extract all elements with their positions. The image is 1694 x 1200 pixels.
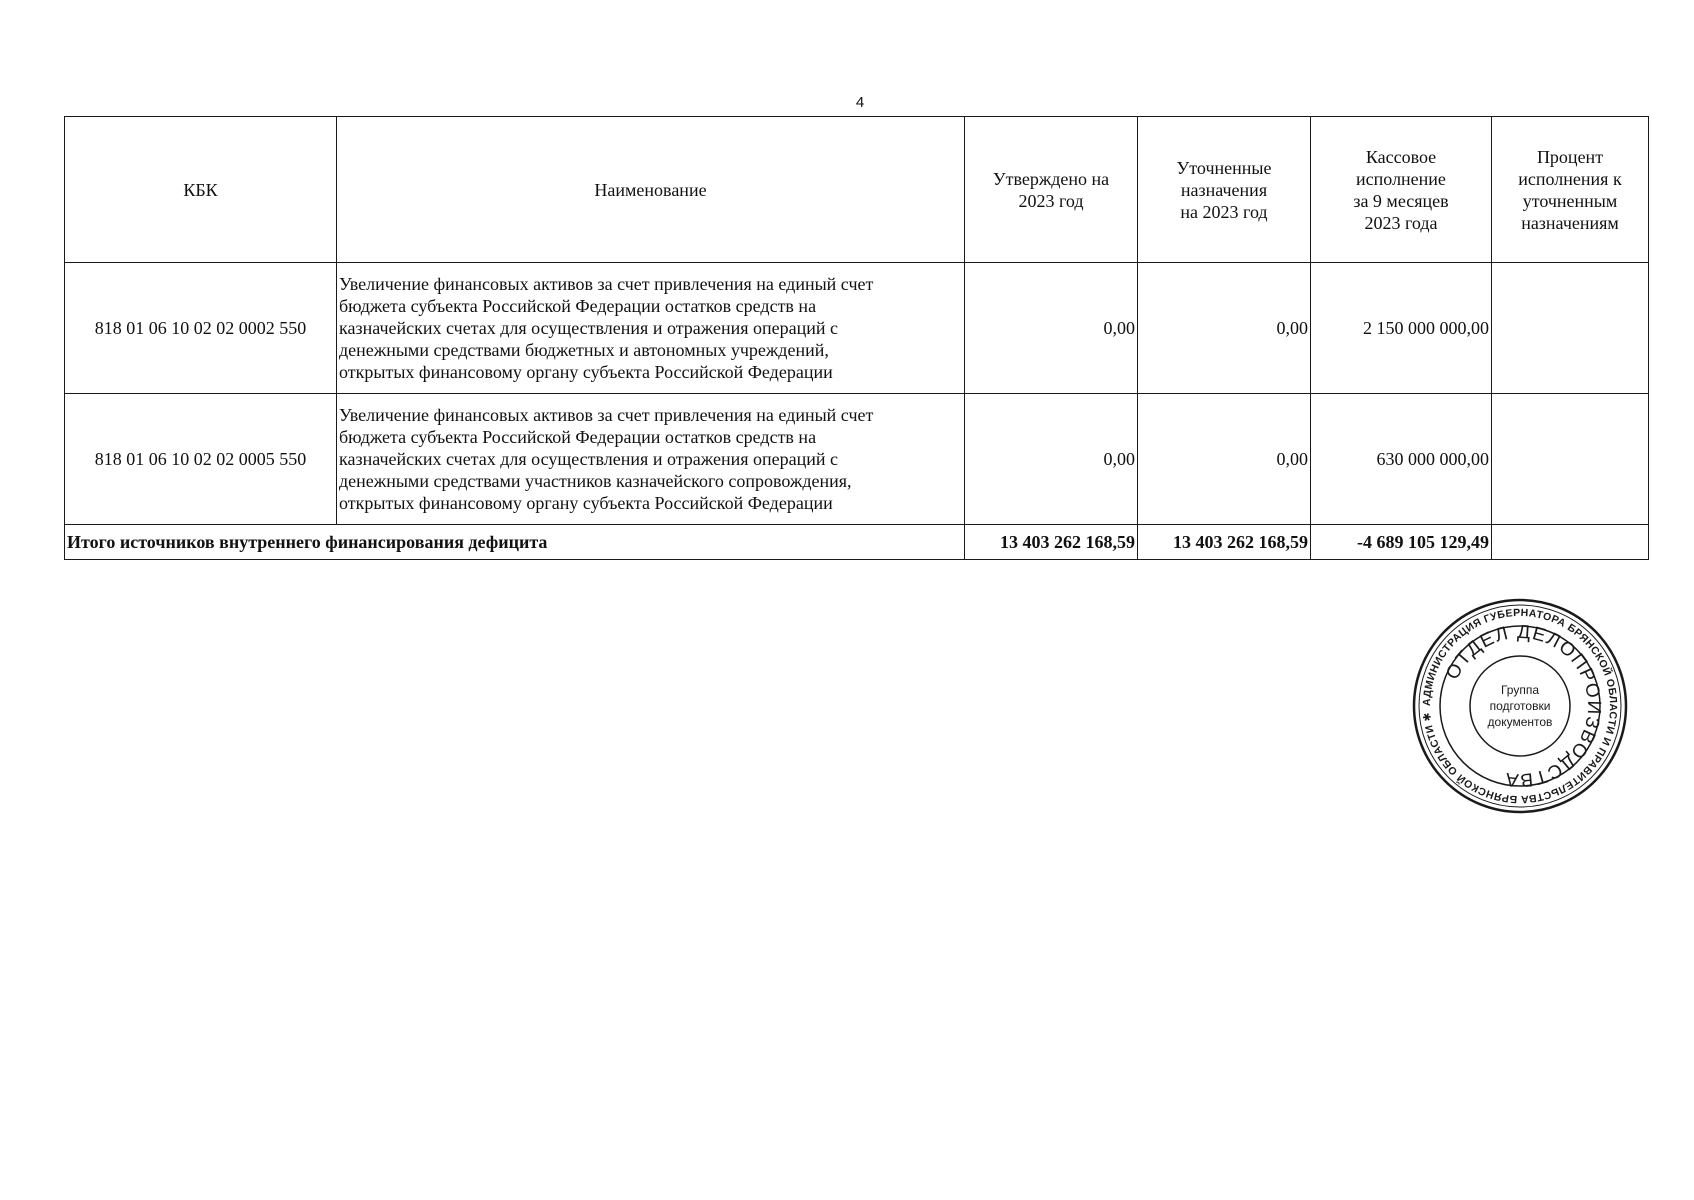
stamp-outer-text: АДМИНИСТРАЦИЯ ГУБЕРНАТОРА БРЯНСКОЙ ОБЛАСТИ И ПРАВИТЕЛЬСТВА БРЯНСКОЙ ОБЛАСТИ ✱ xyxy=(1420,606,1620,806)
stamp-department: ОТДЕЛ ДЕЛОПРОИЗВОДСТВА xyxy=(1442,621,1605,791)
item-name: Увеличение финансовых активов за счет привлечения на единый счет бюджета субъекта Российской Федерации остатков средств на казначейских счетах для осуществления и отражения операций с денежными средствами участников казначейского сопровождения, открытых финансовому органу субъекта Российской Федерации xyxy=(337,394,965,525)
header-refined: Уточненные назначения на 2023 год xyxy=(1138,117,1311,263)
kbk-code: 818 01 06 10 02 02 0002 550 xyxy=(65,263,337,394)
refined-value: 0,00 xyxy=(1138,394,1311,525)
stamp-center-line2: подготовки xyxy=(1489,699,1551,713)
table-header-row xyxy=(65,117,1649,263)
header-percent: Процент исполнения к уточненным назначениям xyxy=(1492,117,1649,263)
percent-value xyxy=(1492,394,1649,525)
kbk-code: 818 01 06 10 02 02 0005 550 xyxy=(65,394,337,525)
item-name: Увеличение финансовых активов за счет привлечения на единый счет бюджета субъекта Российской Федерации остатков средств на казначейских счетах для осуществления и отражения операций с денежными средствами бюджетных и автономных учреждений, открытых финансовому органу субъекта Российской Федерации xyxy=(337,263,965,394)
budget-sources-table xyxy=(64,116,1649,560)
total-approved: 13 403 262 168,59 xyxy=(965,525,1138,560)
cash-value: 2 150 000 000,00 xyxy=(1311,263,1492,394)
page-number: 4 xyxy=(855,94,865,111)
total-refined: 13 403 262 168,59 xyxy=(1138,525,1311,560)
approved-value: 0,00 xyxy=(965,394,1138,525)
header-cash-execution: Кассовое исполнение за 9 месяцев 2023 года xyxy=(1311,117,1492,263)
header-name: Наименование xyxy=(337,117,965,263)
header-kbk: КБК xyxy=(65,117,337,263)
official-stamp xyxy=(1410,596,1630,816)
table-row xyxy=(65,394,1649,525)
cash-value: 630 000 000,00 xyxy=(1311,394,1492,525)
header-approved: Утверждено на 2023 год xyxy=(965,117,1138,263)
refined-value: 0,00 xyxy=(1138,263,1311,394)
total-percent xyxy=(1492,525,1649,560)
percent-value xyxy=(1492,263,1649,394)
total-row xyxy=(65,525,1649,560)
total-cash: -4 689 105 129,49 xyxy=(1311,525,1492,560)
table-row xyxy=(65,263,1649,394)
approved-value: 0,00 xyxy=(965,263,1138,394)
stamp-center-line1: Группа xyxy=(1500,683,1540,697)
total-label: Итого источников внутреннего финансирования дефицита xyxy=(65,525,965,560)
stamp-center-line3: документов xyxy=(1487,715,1553,729)
